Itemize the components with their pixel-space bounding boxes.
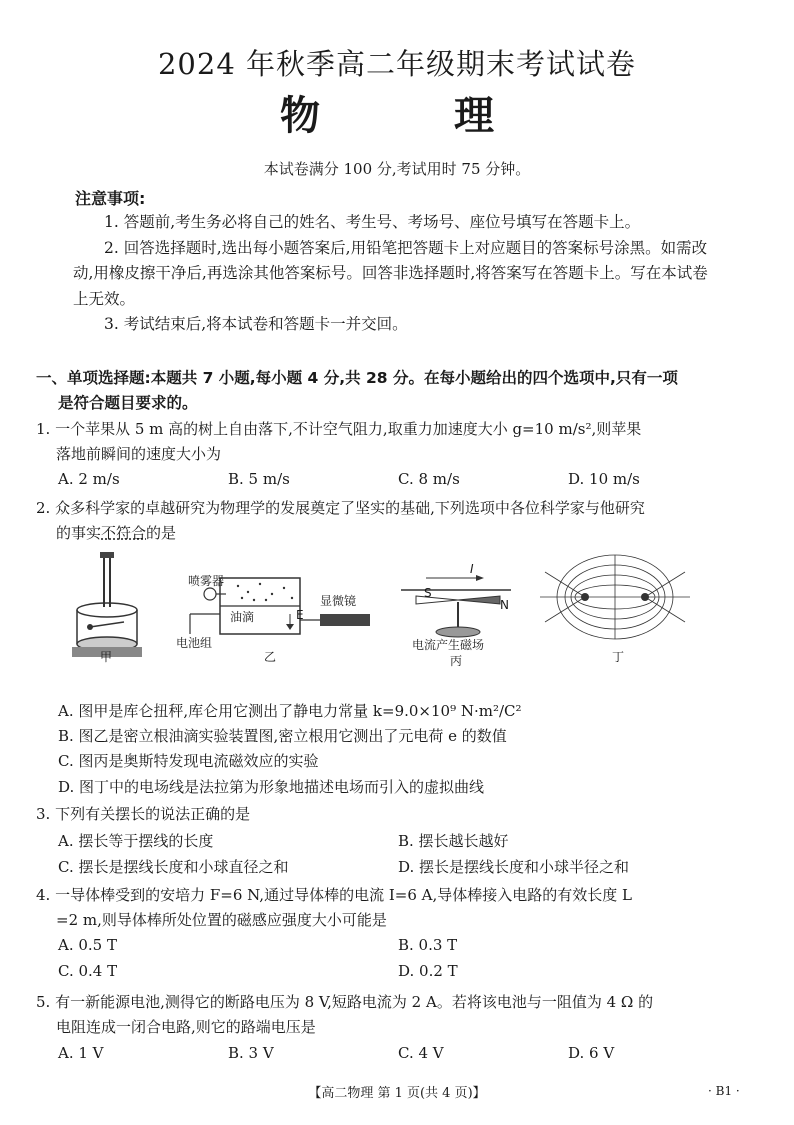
question-stem: 电阻连成一闭合电路,则它的路端电压是 [56,1018,316,1036]
note-item: 2. 回答选择题时,选出每小题答案后,用铅笔把答题卡上对应题目的答案标号涂黑。如需改动,用橡皮擦干净后,再选涂其他答案标号。回答非选择题时,将答案写在答题卡上。写在本试卷上无效。 [73,238,708,308]
option-c[interactable]: C. 8 m/s [398,470,460,488]
option-b[interactable]: B. 图乙是密立根油滴实验装置图,密立根用它测出了元电荷 e 的数值 [58,727,507,745]
question-stem: 4. 一导体棒受到的安培力 F=6 N,通过导体棒的电流 I=6 A,导体棒接入电路的有效长度 L [36,886,632,904]
option-a[interactable]: A. 0.5 T [58,936,117,954]
option-d[interactable]: D. 6 V [568,1044,615,1062]
question-2 [36,496,740,546]
figure-label: 丁 [612,650,625,664]
battery-label: 电池组 [176,636,213,650]
option-a[interactable]: A. 1 V [58,1044,104,1062]
current-label: I [470,562,474,576]
question-1 [36,417,740,467]
page-footer: 【高二物理 第 1 页(共 4 页)】 [308,1086,486,1101]
field-e-label: E [296,608,304,622]
option-b[interactable]: B. 摆长越长越好 [398,832,509,850]
question-stem: 5. 有一新能源电池,测得它的断路电压为 8 V,短路电流为 2 A。若将该电池与一阻值为 4 Ω 的 [36,993,654,1011]
question-stem: 落地前瞬间的速度大小为 [56,445,222,463]
question-1-options [58,470,738,488]
notes-list [73,210,709,338]
question-3-options [58,856,738,877]
torsion-balance-figure [60,552,150,662]
question-5 [36,990,740,1040]
question-4-options [58,962,738,980]
section-heading-line: 是符合题目要求的。 [58,394,198,412]
question-4-options [58,936,738,954]
figure-row [40,552,740,667]
section-heading-line: 一、单项选择题:本题共 7 小题,每小题 4 分,共 28 分。在每小题给出的四个选项中,只有一项 [36,369,678,387]
note-item: 3. 考试结束后,将本试卷和答题卡一并交回。 [104,315,408,333]
south-pole-label: S [424,586,432,600]
oersted-figure [396,566,516,646]
option-b[interactable]: B. 0.3 T [398,936,458,954]
figure-label: 甲 [100,650,113,664]
option-b[interactable]: B. 3 V [228,1044,274,1062]
sprayer-label: 喷雾器 [188,574,225,588]
question-stem: 2. 众多科学家的卓越研究为物理学的发展奠定了坚实的基础,下列选项中各位科学家与他研究 [36,499,645,517]
exam-title: 2024 年秋季高二年级期末考试试卷 [157,47,637,81]
field-caption: 电流产生磁场 [412,638,485,652]
section-heading [36,366,736,416]
oil-drop-label: 油滴 [230,610,255,624]
option-d[interactable]: D. 摆长是摆线长度和小球半径之和 [398,858,630,876]
option-d[interactable]: D. 0.2 T [398,962,458,980]
option-b[interactable]: B. 5 m/s [228,470,290,488]
question-stem: 1. 一个苹果从 5 m 高的树上自由落下,不计空气阻力,取重力加速度大小 g=10 m/s²,则苹果 [36,420,642,438]
question-stem: 3. 下列有关摆长的说法正确的是 [36,805,251,823]
option-a[interactable]: A. 图甲是库仑扭秤,库仑用它测出了静电力常量 k=9.0×10⁹ N·m²/C² [58,702,522,720]
north-pole-label: N [500,598,509,612]
paper-code: · B1 · [708,1084,740,1098]
option-a[interactable]: A. 摆长等于摆线的长度 [58,832,214,850]
emphasis-text: 不符合 [101,524,147,542]
figure-label: 丙 [450,654,463,668]
microscope-label: 显微镜 [320,594,357,608]
question-4 [36,883,740,933]
option-c[interactable]: C. 4 V [398,1044,444,1062]
option-c[interactable]: C. 摆长是摆线长度和小球直径之和 [58,858,289,876]
question-stem: =2 m,则导体棒所处位置的磁感应强度大小可能是 [56,911,387,929]
option-c[interactable]: C. 图丙是奥斯特发现电流磁效应的实验 [58,752,319,770]
question-3 [36,802,740,827]
exam-info: 本试卷满分 100 分,考试用时 75 分钟。 [263,160,531,178]
option-d[interactable]: D. 10 m/s [568,470,640,488]
note-item: 1. 答题前,考生务必将自己的姓名、考生号、考场号、座位号填写在答题卡上。 [104,213,641,231]
question-3-options [58,830,738,851]
notes-heading: 注意事项: [75,189,146,208]
figure-label: 乙 [264,650,277,664]
field-lines-figure [540,552,690,642]
option-c[interactable]: C. 0.4 T [58,962,118,980]
subject-title: 物 理 [280,92,554,139]
option-a[interactable]: A. 2 m/s [58,470,120,488]
question-5-options [58,1044,738,1062]
question-stem: 的事实不符合的是 [56,524,177,542]
option-d[interactable]: D. 图丁中的电场线是法拉第为形象地描述电场而引入的虚拟曲线 [58,778,485,796]
